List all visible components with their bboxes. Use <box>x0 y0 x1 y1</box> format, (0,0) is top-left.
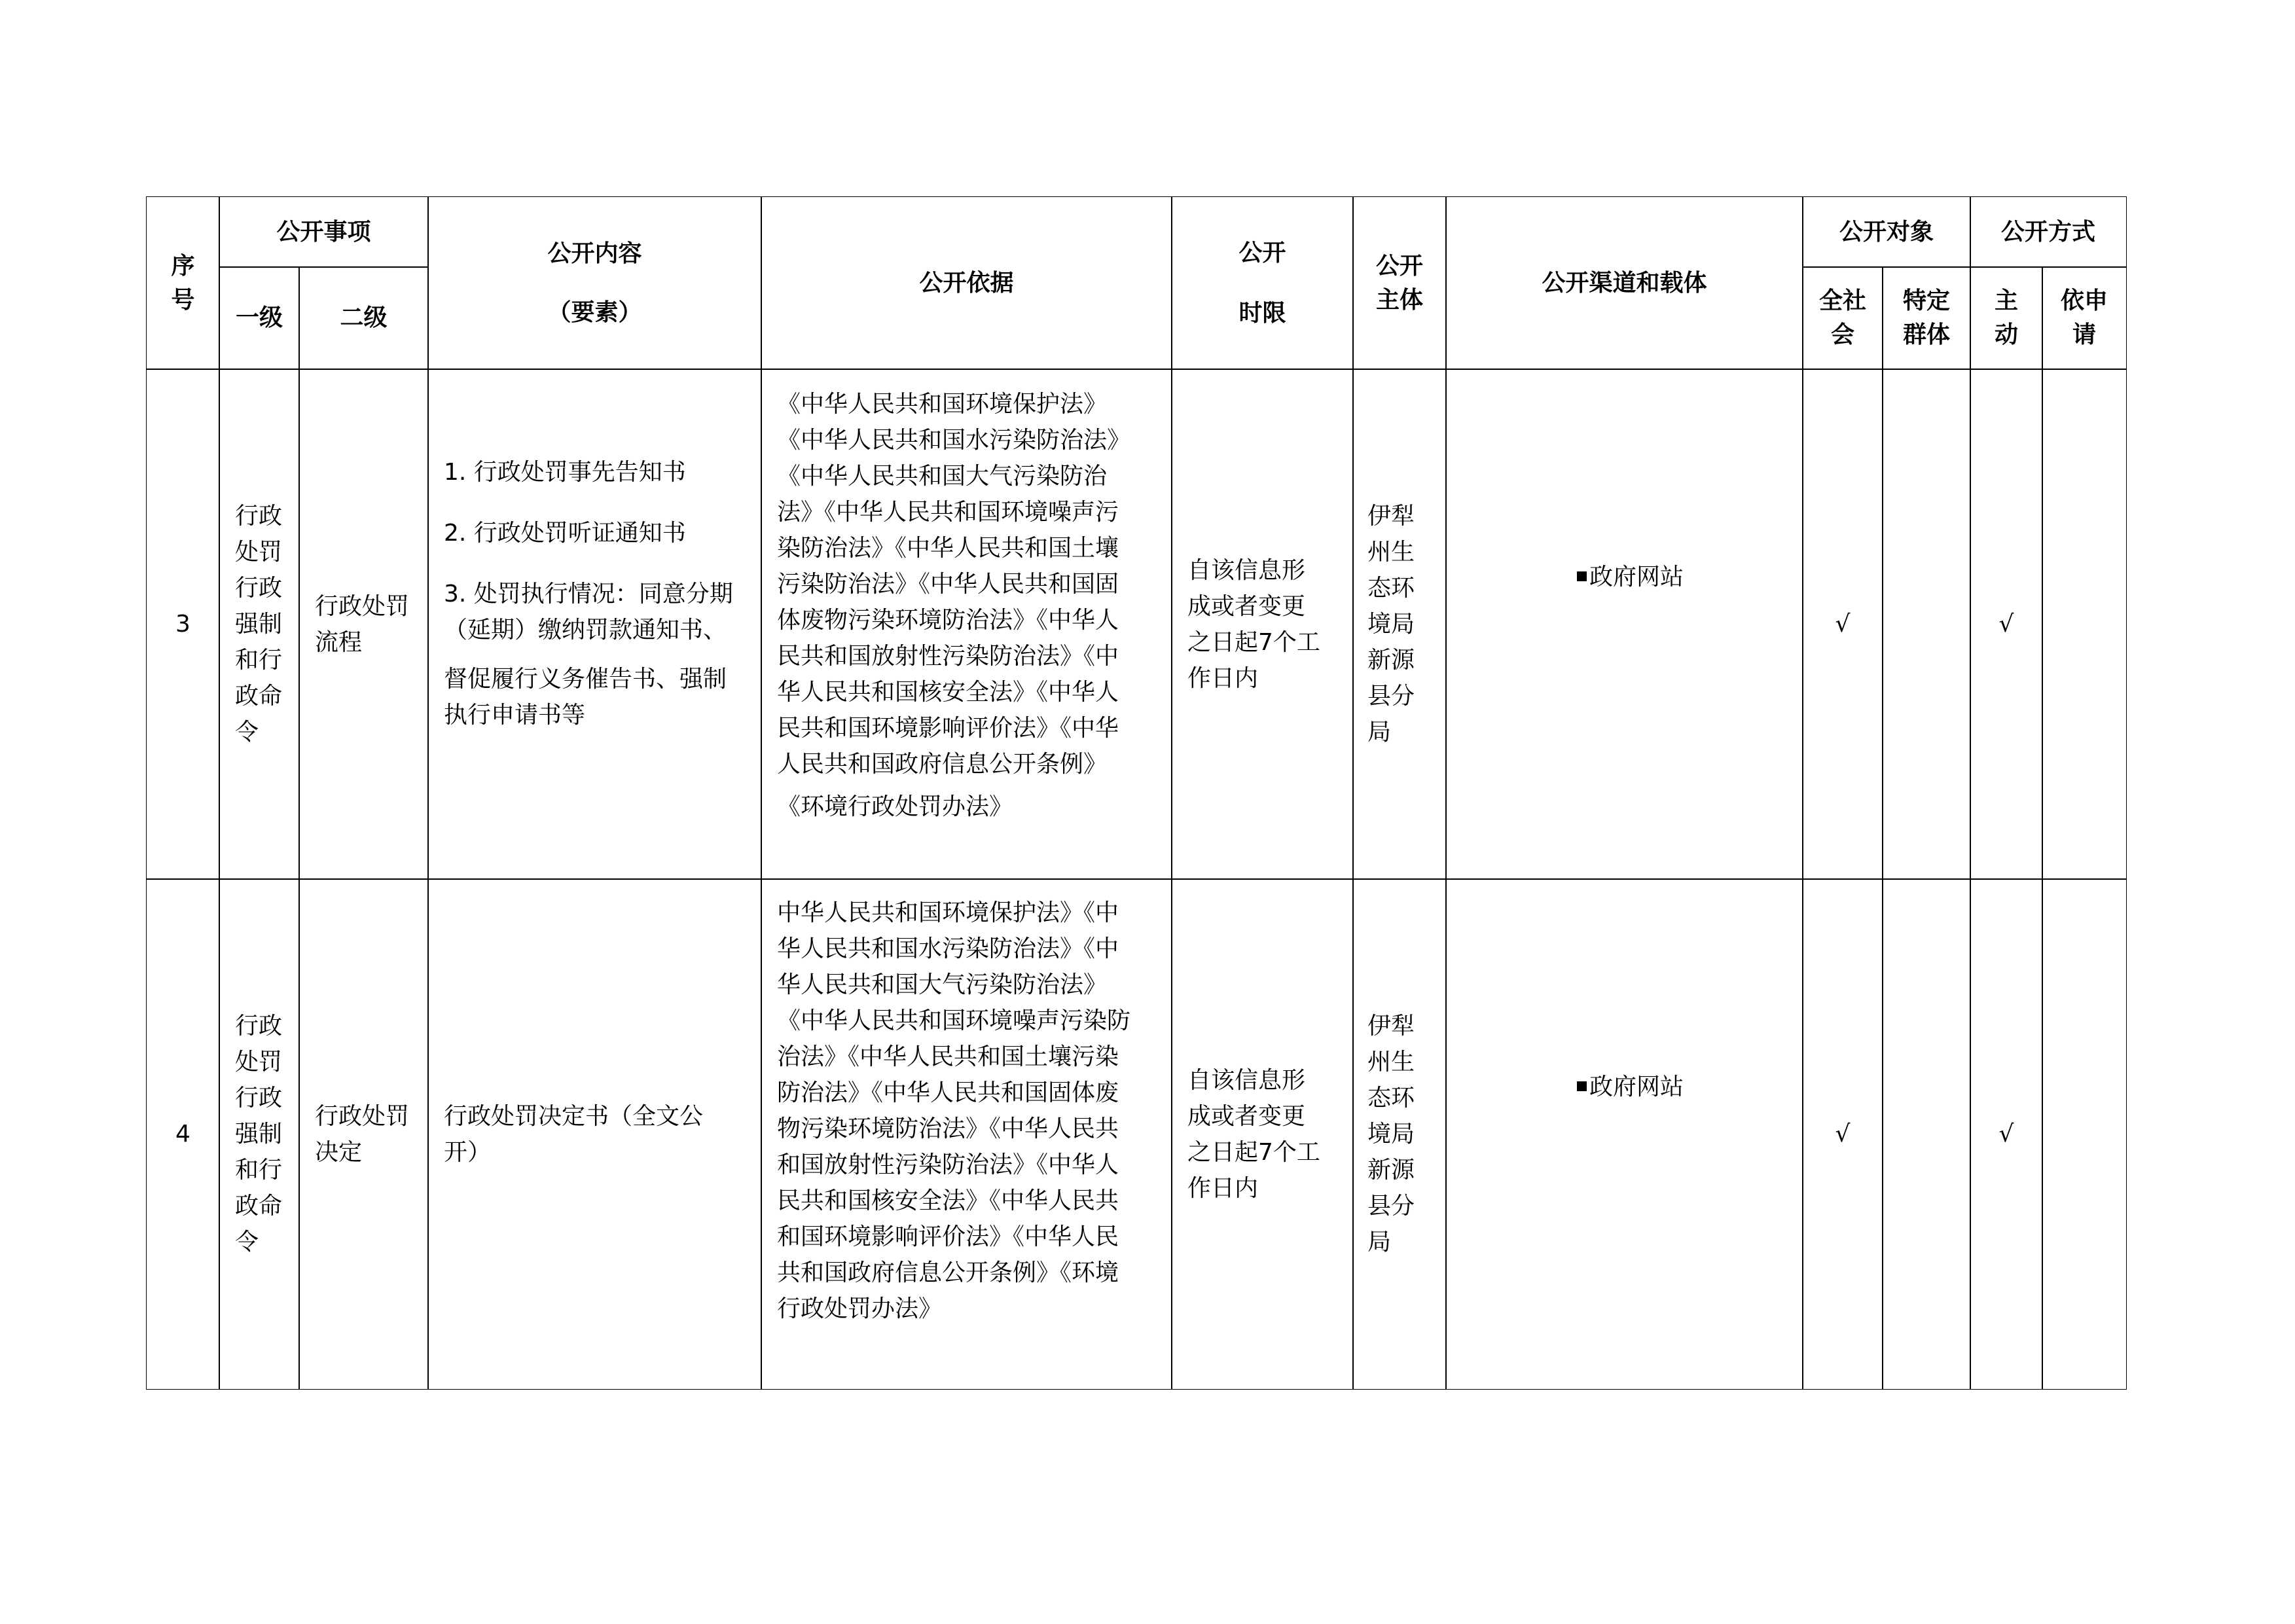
row-active: √ <box>1970 369 2043 880</box>
content-item: 1. 行政处罚事先告知书 <box>444 459 686 486</box>
header-method: 公开方式 <box>1970 196 2127 268</box>
row-content <box>427 878 762 1390</box>
row-seq: 4 <box>146 878 220 1390</box>
row-limit: 自该信息形 成或者变更 之日起7个工 作日内 <box>1171 878 1354 1390</box>
basis-text: 中华人民共和国环境保护法》《中 华人民共和国水污染防治法》《中 华人民共和国大气污染防治法》 《中华人民共和国环境噪声污染防 治法》《中华人民共和国土壤污染 防治法》《中华人民共和国固体废 物污染环境防治法》《中华人民共 和国放射性污染防治法》《中华人 民共和国核安全法》《中华人民共 和国环境影响评价法》《中华人民 共和国政府信息公开条例》《环境 行政处罚办法》 <box>777 899 1131 1322</box>
basis-extra-text: 《环境行政处罚办法》 <box>777 793 1013 820</box>
header-content <box>427 196 762 370</box>
content-item: 督促履行义务催告书、强制 执行申请书等 <box>444 666 727 729</box>
row-seq: 3 <box>146 369 220 880</box>
row-subject: 伊犁 州生 态环 境局 新源 县分 局 <box>1352 878 1447 1390</box>
header-target: 公开对象 <box>1802 196 1971 268</box>
row-limit: 自该信息形 成或者变更 之日起7个工 作日内 <box>1171 369 1354 880</box>
channel-item: 政府网站 <box>1577 559 1684 595</box>
header-level2: 二级 <box>298 266 429 370</box>
header-limit-line2: 时限 <box>1238 299 1286 327</box>
header-all-society: 全社 会 <box>1802 266 1883 370</box>
row-all-society: √ <box>1802 369 1883 880</box>
header-limit-line1: 公开 <box>1238 239 1286 266</box>
row-level1: 行政 处罚 行政 强制 和行 政命 令 <box>219 369 300 880</box>
row-channel <box>1445 878 1803 1390</box>
row-basis <box>761 369 1172 880</box>
channel-item: 政府网站 <box>1577 1069 1684 1105</box>
row-active: √ <box>1970 878 2043 1390</box>
header-on-request: 依申 请 <box>2042 266 2127 370</box>
row-channel <box>1445 369 1803 880</box>
header-content-line2: （要素） <box>547 298 642 326</box>
header-content-line1: 公开内容 <box>547 240 642 267</box>
row-level2: 行政处罚 流程 <box>298 369 429 880</box>
row-level2: 行政处罚 决定 <box>298 878 429 1390</box>
row-on-request <box>2042 369 2127 880</box>
square-bullet-icon <box>1577 1081 1587 1091</box>
basis-text: 《中华人民共和国环境保护法》 《中华人民共和国水污染防治法》 《中华人民共和国大气污染防治 法》《中华人民共和国环境噪声污 染防治法》《中华人民共和国土壤 污染防治法》《中华人民共和国固 体废物污染环境防治法》《中华人 民共和国放射性污染防治法》《中 华人民共和国核安全法》《中华人 民共和国环境影响评价法》《中华 人民共和国政府信息公开条例》 <box>777 391 1131 778</box>
row-on-request <box>2042 878 2127 1390</box>
header-subject: 公开 主体 <box>1352 196 1447 370</box>
header-specific-group: 特定 群体 <box>1882 266 1971 370</box>
row-specific-group <box>1882 369 1971 880</box>
content-item: 2. 行政处罚听证通知书 <box>444 520 686 547</box>
header-seq: 序 号 <box>146 196 220 370</box>
row-level1: 行政 处罚 行政 强制 和行 政命 令 <box>219 878 300 1390</box>
header-basis: 公开依据 <box>761 196 1172 370</box>
header-items: 公开事项 <box>219 196 429 268</box>
row-all-society: √ <box>1802 878 1883 1390</box>
content-item: 行政处罚决定书（全文公 开） <box>444 1102 704 1166</box>
content-item: 3. 处罚执行情况：同意分期 （延期）缴纳罚款通知书、 <box>444 581 733 643</box>
row-subject: 伊犁 州生 态环 境局 新源 县分 局 <box>1352 369 1447 880</box>
header-limit <box>1171 196 1354 370</box>
square-bullet-icon <box>1577 571 1587 581</box>
header-level1: 一级 <box>219 266 300 370</box>
row-specific-group <box>1882 878 1971 1390</box>
header-channel: 公开渠道和载体 <box>1445 196 1803 370</box>
header-active: 主 动 <box>1970 266 2043 370</box>
row-content <box>427 369 762 880</box>
row-basis <box>761 878 1172 1390</box>
